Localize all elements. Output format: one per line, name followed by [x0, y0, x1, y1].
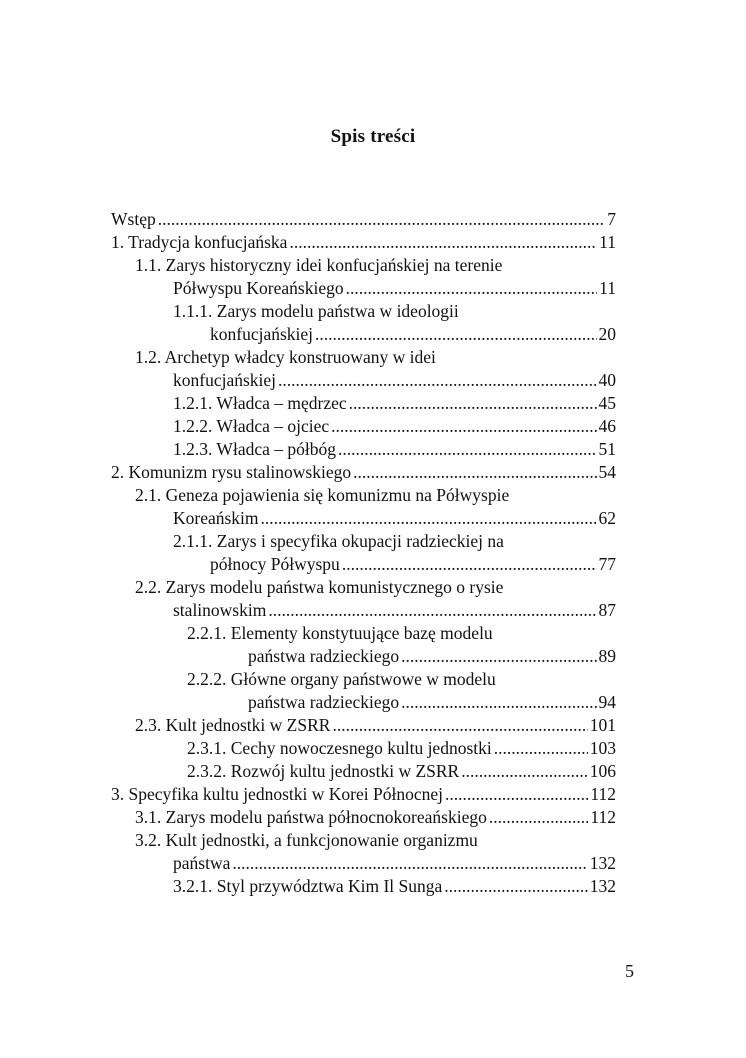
- toc-entry: [0, 392, 746, 415]
- toc-entry-line: [111, 461, 616, 484]
- page-number: 5: [625, 961, 634, 981]
- toc-entry: [0, 714, 746, 737]
- toc-entry-title: stalinowskim: [173, 600, 267, 620]
- dot-leader: [315, 323, 596, 346]
- toc-entry: [0, 484, 746, 530]
- toc-entry-line: [173, 599, 616, 622]
- toc-entry-line: [210, 553, 616, 576]
- toc-entry: [0, 622, 746, 668]
- toc-page-number: 103: [589, 738, 616, 758]
- toc-entry: [0, 231, 746, 254]
- toc-entry-line: [135, 346, 616, 369]
- toc-entry-line: [135, 254, 616, 277]
- toc-entry-line: [111, 231, 616, 254]
- toc-entry-line: [173, 277, 616, 300]
- toc-entry-title: północy Półwyspu: [210, 554, 340, 574]
- toc-page-number: 112: [590, 807, 616, 827]
- toc-entry-title: 2.3.1. Cechy nowoczesnego kultu jednostki: [187, 738, 492, 758]
- toc-page-number: 51: [598, 439, 616, 459]
- toc-entry-title: 2.3. Kult jednostki w ZSRR: [135, 715, 331, 735]
- toc-entry-line: [173, 852, 616, 875]
- toc-entry-title: 1.1.1. Zarys modelu państwa w ideologii: [173, 301, 459, 321]
- dot-leader: [158, 208, 606, 231]
- toc-page-number: 45: [598, 393, 616, 413]
- toc-page-number: 132: [589, 853, 616, 873]
- toc-entry-title: 1.2. Archetyp władcy konstruowany w idei: [135, 347, 436, 367]
- toc-entry-line: [187, 622, 616, 645]
- dot-leader: [232, 852, 587, 875]
- toc-entry-line: [135, 806, 616, 829]
- toc-entry-title: Wstęp: [111, 209, 156, 229]
- toc-page-number: 11: [599, 232, 616, 252]
- toc-entry-title: Półwyspu Koreańskiego: [173, 278, 344, 298]
- toc-entry-title: 2.2.1. Elementy konstytuujące bazę modelu: [187, 623, 493, 643]
- toc-entry: [0, 760, 746, 783]
- toc-page-number: 7: [607, 209, 616, 229]
- toc-entry-line: [173, 507, 616, 530]
- toc-entry-title: 3.1. Zarys modelu państwa północnokoreańskiego: [135, 807, 487, 827]
- toc-entry-line: [173, 300, 616, 323]
- toc-entry-title: 2.3.2. Rozwój kultu jednostki w ZSRR: [187, 761, 460, 781]
- page-title: Spis treści: [330, 126, 416, 147]
- toc-entry: [0, 346, 746, 392]
- toc-entry: [0, 208, 746, 231]
- table-of-contents: [0, 208, 746, 898]
- toc-page-number: 94: [598, 692, 616, 712]
- toc-entry-line: [173, 875, 616, 898]
- toc-entry-title: 1. Tradycja konfucjańska: [111, 232, 288, 252]
- toc-page-number: 89: [598, 646, 616, 666]
- dot-leader: [338, 438, 597, 461]
- dot-leader: [353, 461, 596, 484]
- toc-entry-line: [210, 323, 616, 346]
- toc-entry: [0, 875, 746, 898]
- dot-leader: [444, 875, 587, 898]
- dot-leader: [342, 553, 597, 576]
- dot-leader: [346, 277, 598, 300]
- toc-entry-line: [187, 760, 616, 783]
- toc-entry-line: [135, 576, 616, 599]
- toc-entry-line: [187, 737, 616, 760]
- toc-entry-line: [111, 783, 616, 806]
- dot-leader: [268, 599, 596, 622]
- toc-entry: [0, 829, 746, 875]
- toc-entry-title: Koreańskim: [173, 508, 259, 528]
- toc-entry-title: 3. Specyfika kultu jednostki w Korei Północnej: [111, 784, 443, 804]
- toc-entry-title: 1.2.2. Władca – ojciec: [173, 416, 330, 436]
- toc-page-number: 87: [598, 600, 616, 620]
- dot-leader: [494, 737, 588, 760]
- toc-page-number: 62: [598, 508, 616, 528]
- dot-leader: [489, 806, 589, 829]
- toc-entry-line: [248, 691, 616, 714]
- toc-entry-line: [173, 415, 616, 438]
- dot-leader: [331, 415, 596, 438]
- dot-leader: [401, 691, 596, 714]
- toc-entry: [0, 415, 746, 438]
- toc-entry-title: 2. Komunizm rysu stalinowskiego: [111, 462, 352, 482]
- toc-entry-title: 3.2. Kult jednostki, a funkcjonowanie organizmu: [135, 830, 478, 850]
- toc-entry-line: [135, 829, 616, 852]
- toc-entry-line: [173, 438, 616, 461]
- toc-entry-title: 2.1.1. Zarys i specyfika okupacji radzieckiej na: [173, 531, 504, 551]
- toc-entry-title: 3.2.1. Styl przywództwa Kim Il Sunga: [173, 876, 443, 896]
- dot-leader: [332, 714, 587, 737]
- toc-entry: [0, 461, 746, 484]
- toc-page-number: 54: [598, 462, 616, 482]
- toc-page-number: 11: [599, 278, 616, 298]
- toc-entry-title: 2.2.2. Główne organy państwowe w modelu: [187, 669, 496, 689]
- toc-entry-line: [248, 645, 616, 668]
- toc-entry: [0, 300, 746, 346]
- toc-entry: [0, 737, 746, 760]
- toc-page-number: 112: [590, 784, 616, 804]
- toc-entry: [0, 576, 746, 622]
- toc-page-number: 40: [598, 370, 616, 390]
- toc-entry-title: państwa radzieckiego: [248, 646, 400, 666]
- toc-entry: [0, 254, 746, 300]
- toc-entry: [0, 783, 746, 806]
- toc-entry-line: [173, 369, 616, 392]
- toc-entry-title: konfucjańskiej: [173, 370, 277, 390]
- toc-entry-title: państwa radzieckiego: [248, 692, 400, 712]
- dot-leader: [289, 231, 597, 254]
- toc-entry-line: [135, 714, 616, 737]
- toc-entry-line: [173, 392, 616, 415]
- toc-entry-line: [173, 530, 616, 553]
- toc-entry-title: państwa: [173, 853, 231, 873]
- toc-entry-line: [187, 668, 616, 691]
- dot-leader: [401, 645, 596, 668]
- toc-entry-title: 1.2.1. Władca – mędrzec: [173, 393, 347, 413]
- toc-entry: [0, 438, 746, 461]
- toc-entry-title: 1.1. Zarys historyczny idei konfucjańskiej na terenie: [135, 255, 503, 275]
- dot-leader: [349, 392, 597, 415]
- toc-entry-title: 2.1. Geneza pojawienia się komunizmu na Półwyspie: [135, 485, 510, 505]
- toc-page-number: 101: [589, 715, 616, 735]
- dot-leader: [461, 760, 588, 783]
- toc-page-number: 46: [598, 416, 616, 436]
- dot-leader: [445, 783, 588, 806]
- toc-entry-title: 2.2. Zarys modelu państwa komunistycznego o rysie: [135, 577, 504, 597]
- toc-entry: [0, 668, 746, 714]
- toc-page-number: 132: [589, 876, 616, 896]
- toc-page-number: 20: [598, 324, 616, 344]
- toc-entry-title: 1.2.3. Władca – półbóg: [173, 439, 336, 459]
- toc-page-number: 77: [598, 554, 616, 574]
- toc-entry: [0, 806, 746, 829]
- dot-leader: [261, 507, 597, 530]
- toc-entry: [0, 530, 746, 576]
- toc-page-number: 106: [589, 761, 616, 781]
- toc-entry-title: konfucjańskiej: [210, 324, 314, 344]
- dot-leader: [278, 369, 596, 392]
- toc-entry-line: [135, 484, 616, 507]
- toc-entry-line: [111, 208, 616, 231]
